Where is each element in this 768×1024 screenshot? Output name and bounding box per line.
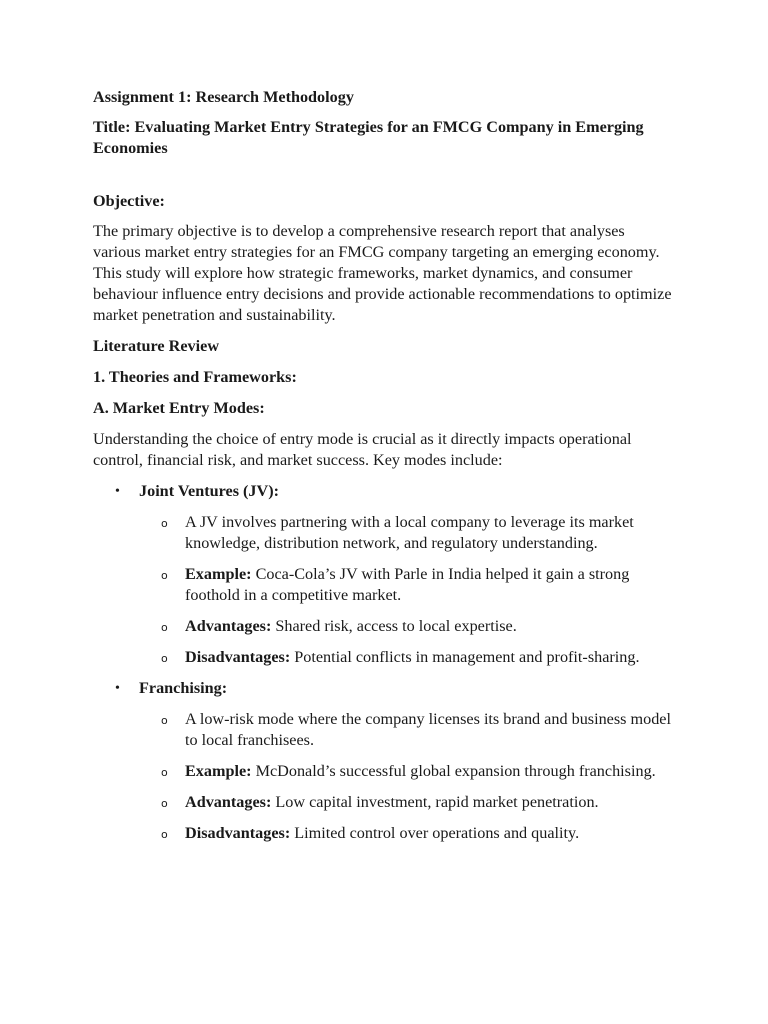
list-item <box>139 709 673 751</box>
circle-bullet-icon: o <box>161 766 168 779</box>
document-title: Title: Evaluating Market Entry Strategies for an FMCG Company in Emerging Economies <box>93 118 644 157</box>
circle-bullet-icon: o <box>161 569 168 582</box>
list-item <box>93 678 673 844</box>
list-item <box>139 761 673 782</box>
literature-review-heading: Literature Review <box>93 337 220 355</box>
bullet-icon: • <box>115 484 120 499</box>
list-item <box>139 512 673 554</box>
market-entry-modes-heading: A. Market Entry Modes: <box>93 399 265 417</box>
point-text: A JV involves partnering with a local company to leverage its market knowledge, distribution network, and regulatory understanding. <box>185 513 634 552</box>
point-text: Shared risk, access to local expertise. <box>271 617 517 635</box>
list-item <box>139 792 673 813</box>
list-item <box>139 823 673 844</box>
point-text: Potential conflicts in management and profit-sharing. <box>290 648 640 666</box>
entry-modes-list <box>93 481 673 844</box>
list-item <box>139 647 673 668</box>
circle-bullet-icon: o <box>161 652 168 665</box>
circle-bullet-icon: o <box>161 621 168 634</box>
point-label: Advantages: <box>185 793 272 811</box>
assignment-heading: Assignment 1: Research Methodology <box>93 88 354 106</box>
objective-text: The primary objective is to develop a comprehensive research report that analyses various market entry strategies for an FMCG company targeting an emerging economy. This study will explore how strategic frameworks, market dynamics, and consumer behaviour influence entry decisions and provide actionable recommendations to optimize market penetration and sustainability. <box>93 222 672 324</box>
entry-mode-points <box>139 709 673 844</box>
entry-mode-points <box>139 512 673 668</box>
point-text: Limited control over operations and quality. <box>290 824 580 842</box>
point-label: Disadvantages: <box>185 648 291 666</box>
circle-bullet-icon: o <box>161 828 168 841</box>
entry-modes-intro: Understanding the choice of entry mode is crucial as it directly impacts operational control, financial risk, and market success. Key modes include: <box>93 430 632 469</box>
point-text: A low-risk mode where the company licenses its brand and business model to local franchisees. <box>185 710 671 749</box>
point-text: Low capital investment, rapid market penetration. <box>271 793 599 811</box>
circle-bullet-icon: o <box>161 714 168 727</box>
point-label: Example: <box>185 565 252 583</box>
list-item <box>139 616 673 637</box>
point-text: Coca-Cola’s JV with Parle in India helped it gain a strong foothold in a competitive market. <box>185 565 630 604</box>
point-text: McDonald’s successful global expansion through franchising. <box>251 762 656 780</box>
list-item <box>93 481 673 668</box>
circle-bullet-icon: o <box>161 797 168 810</box>
point-label: Disadvantages: <box>185 824 291 842</box>
list-item <box>139 564 673 606</box>
theories-frameworks-heading: 1. Theories and Frameworks: <box>93 368 297 386</box>
entry-mode-name: Franchising: <box>139 679 228 697</box>
circle-bullet-icon: o <box>161 517 168 530</box>
point-label: Advantages: <box>185 617 272 635</box>
document-page <box>93 87 673 854</box>
bullet-icon: • <box>115 681 120 696</box>
entry-mode-name: Joint Ventures (JV): <box>139 482 279 500</box>
point-label: Example: <box>185 762 252 780</box>
objective-heading: Objective: <box>93 192 165 210</box>
